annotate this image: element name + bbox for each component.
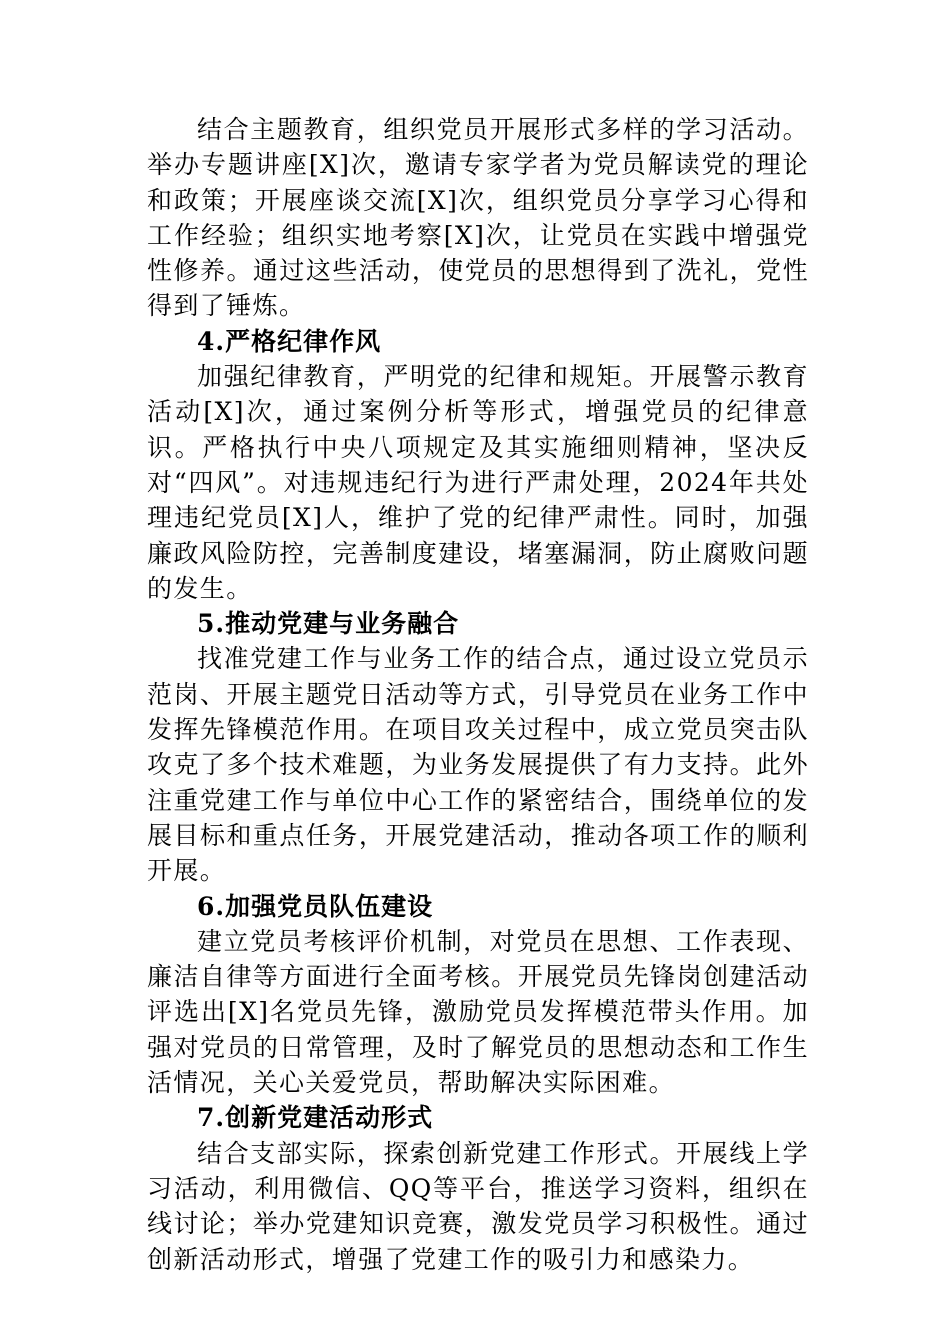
- paragraph-business-integration: 找准党建工作与业务工作的结合点，通过设立党员示范岗、开展主题党日活动等方式，引导党员在业务工作中发挥先锋模范作用。在项目攻关过程中，成立党员突击队攻克了多个技术难题，为业务发展提供了有力支持。此外注重党建工作与单位中心工作的紧密结合，围绕单位的发展目标和重点任务，开展党建活动，推动各项工作的顺利开展。: [147, 644, 809, 886]
- paragraph-innovation: 结合支部实际，探索创新党建工作形式。开展线上学习活动，利用微信、QQ等平台，推送学习资料，组织在线讨论；举办党建知识竞赛，激发党员学习积极性。通过创新活动形式，增强了党建工作的吸引力和感染力。: [147, 1138, 809, 1274]
- paragraph-study-activities: 结合主题教育，组织党员开展形式多样的学习活动。举办专题讲座[X]次，邀请专家学者为党员解读党的理论和政策；开展座谈交流[X]次，组织党员分享学习心得和工作经验；组织实地考察[X]次，让党员在实践中增强党性修养。通过这些活动，使党员的思想得到了洗礼，党性得到了锤炼。: [147, 115, 809, 321]
- section-heading-innovation: 7.创新党建活动形式: [197, 1103, 434, 1133]
- document-body: [147, 112, 809, 1277]
- paragraph-member-team: 建立党员考核评价机制，对党员在思想、工作表现、廉洁自律等方面进行全面考核。开展党员先锋岗创建活动评选出[X]名党员先锋，激励党员发挥模范带头作用。加强对党员的日常管理，及时了解党员的思想动态和工作生活情况，关心关爱党员，帮助解决实际困难。: [147, 926, 809, 1098]
- paragraph-discipline: 加强纪律教育，严明党的纪律和规矩。开展警示教育活动[X]次，通过案例分析等形式，增强党员的纪律意识。严格执行中央八项规定及其实施细则精神，坚决反对“四风”。对违规违纪行为进行严肃处理，2024年共处理违纪党员[X]人，维护了党的纪律严肃性。同时，加强廉政风险防控，完善制度建设，堵塞漏洞，防止腐败问题的发生。: [147, 362, 809, 603]
- section-heading-business-integration: 5.推动党建与业务融合: [197, 609, 460, 639]
- section-heading-member-team: 6.加强党员队伍建设: [197, 891, 434, 921]
- section-heading-discipline: 4.严格纪律作风: [197, 326, 382, 356]
